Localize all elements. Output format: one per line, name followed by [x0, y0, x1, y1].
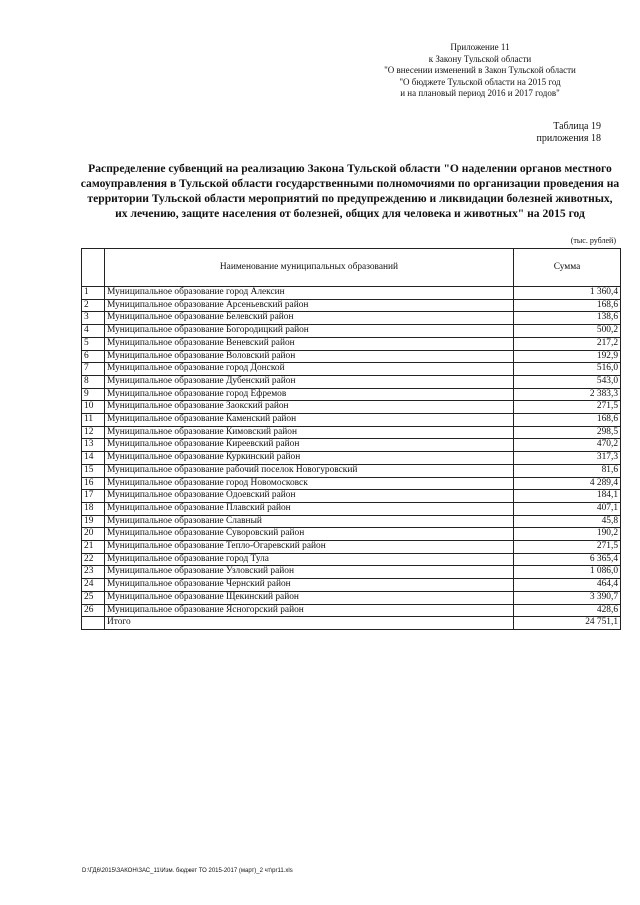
table-header-row	[82, 249, 621, 287]
table-row	[82, 528, 621, 541]
table-row	[82, 553, 621, 566]
row-name: Муниципальное образование Киреевский район	[105, 439, 514, 452]
row-number: 1	[82, 287, 105, 300]
row-sum: 1 360,4	[514, 287, 621, 300]
table-row	[82, 541, 621, 554]
table-ref-line: Таблица 19	[553, 121, 601, 132]
total-sum: 24 751,1	[514, 617, 621, 630]
table-row	[82, 452, 621, 465]
table-row	[82, 401, 621, 414]
table-row	[82, 350, 621, 363]
table-row	[82, 337, 621, 350]
row-name: Муниципальное образование Куркинский район	[105, 452, 514, 465]
row-number: 9	[82, 388, 105, 401]
table-row	[82, 579, 621, 592]
row-number: 8	[82, 375, 105, 388]
row-sum: 500,2	[514, 325, 621, 338]
row-name: Муниципальное образование Щекинский район	[105, 591, 514, 604]
table-row	[82, 566, 621, 579]
row-name: Муниципальное образование Узловский район	[105, 566, 514, 579]
row-sum: 317,3	[514, 452, 621, 465]
appendix-note	[360, 42, 600, 100]
row-number: 17	[82, 490, 105, 503]
appendix-line: "О внесении изменений в Закон Тульской области	[384, 65, 576, 75]
row-number: 7	[82, 363, 105, 376]
row-name: Муниципальное образование город Ефремов	[105, 388, 514, 401]
table-row	[82, 375, 621, 388]
row-name: Муниципальное образование Плавский район	[105, 502, 514, 515]
table-row	[82, 439, 621, 452]
row-sum: 184,1	[514, 490, 621, 503]
row-sum: 298,5	[514, 426, 621, 439]
row-name: Муниципальное образование Воловский район	[105, 350, 514, 363]
table-row	[82, 299, 621, 312]
row-number: 5	[82, 337, 105, 350]
row-name: Муниципальное образование Тепло-Огаревский район	[105, 541, 514, 554]
row-number: 6	[82, 350, 105, 363]
table-row	[82, 490, 621, 503]
row-number: 16	[82, 477, 105, 490]
subsidy-table	[81, 248, 621, 630]
table-row	[82, 515, 621, 528]
row-sum: 192,9	[514, 350, 621, 363]
table-row	[82, 325, 621, 338]
row-name: Муниципальное образование Заокский район	[105, 401, 514, 414]
row-sum: 516,0	[514, 363, 621, 376]
row-sum: 138,6	[514, 312, 621, 325]
row-sum: 470,2	[514, 439, 621, 452]
row-name: Муниципальное образование Арсеньевский район	[105, 299, 514, 312]
table-row	[82, 477, 621, 490]
appendix-line: "О бюджете Тульской области на 2015 год	[399, 76, 561, 87]
row-number: 18	[82, 502, 105, 515]
row-name: Муниципальное образование Ясногорский район	[105, 604, 514, 617]
header-sum: Сумма	[514, 249, 621, 287]
row-number: 3	[82, 312, 105, 325]
total-row	[82, 617, 621, 630]
header-number	[82, 249, 105, 287]
row-name: Муниципальное образование город Донской	[105, 363, 514, 376]
appendix-line: Приложение 11	[450, 42, 510, 52]
document-title: Распределение субвенций на реализацию Закона Тульской области "О наделении органов местного самоуправления в Тульской области государственными полномочиями по организации проведения на территории Тульской области мероприятий по предупреждению и ликвидации болезней животных, их лечению, защите населения от болезней, общих для человека и животных" на 2015 год	[80, 162, 620, 220]
appendix-line: к Закону Тульской области	[428, 53, 532, 64]
row-sum: 3 390,7	[514, 591, 621, 604]
table-row	[82, 604, 621, 617]
appendix-line: и на плановый период 2016 и 2017 годов"	[400, 88, 560, 98]
row-number: 26	[82, 604, 105, 617]
row-number: 15	[82, 464, 105, 477]
row-sum: 81,6	[514, 464, 621, 477]
row-sum: 168,6	[514, 414, 621, 427]
row-name: Муниципальное образование город Новомосковск	[105, 477, 514, 490]
row-name: Муниципальное образование город Алексин	[105, 287, 514, 300]
row-number: 23	[82, 566, 105, 579]
table-ref-line: приложения 18	[536, 133, 601, 144]
row-name: Муниципальное образование город Тула	[105, 553, 514, 566]
row-name: Муниципальное образование Одоевский район	[105, 490, 514, 503]
table-body	[82, 287, 621, 617]
table-row	[82, 312, 621, 325]
row-sum: 1 086,0	[514, 566, 621, 579]
file-path-footer: D:\ГД6\2015\ЗАКОН\ЗАС_11\Изм. бюджет ТО 2015-2017 (март)_2 чт\pr11.xls	[82, 868, 293, 874]
row-name: Муниципальное образование Дубенский район	[105, 375, 514, 388]
row-sum: 543,0	[514, 375, 621, 388]
row-number: 10	[82, 401, 105, 414]
units-label: (тыс. рублей)	[570, 236, 616, 245]
table-row	[82, 414, 621, 427]
table-reference	[486, 121, 601, 145]
row-name: Муниципальное образование Кимовский район	[105, 426, 514, 439]
row-name: Муниципальное образование Белевский район	[105, 312, 514, 325]
table-row	[82, 363, 621, 376]
row-number: 4	[82, 325, 105, 338]
row-sum: 4 289,4	[514, 477, 621, 490]
total-number-cell	[82, 617, 105, 630]
total-label: Итого	[105, 617, 514, 630]
row-number: 11	[82, 414, 105, 427]
row-number: 22	[82, 553, 105, 566]
row-number: 20	[82, 528, 105, 541]
row-name: Муниципальное образование Суворовский район	[105, 528, 514, 541]
row-sum: 464,4	[514, 579, 621, 592]
row-name: Муниципальное образование Чернский район	[105, 579, 514, 592]
row-sum: 271,5	[514, 401, 621, 414]
table-row	[82, 287, 621, 300]
table-row	[82, 426, 621, 439]
row-name: Муниципальное образование Каменский район	[105, 414, 514, 427]
row-sum: 6 365,4	[514, 553, 621, 566]
row-name: Муниципальное образование рабочий поселок Новогуровский	[105, 464, 514, 477]
table-row	[82, 591, 621, 604]
row-sum: 271,5	[514, 541, 621, 554]
row-sum: 190,2	[514, 528, 621, 541]
header-name: Наименование муниципальных образований	[105, 249, 514, 287]
row-sum: 407,1	[514, 502, 621, 515]
row-number: 21	[82, 541, 105, 554]
row-name: Муниципальное образование Славный	[105, 515, 514, 528]
row-number: 12	[82, 426, 105, 439]
row-number: 13	[82, 439, 105, 452]
row-number: 19	[82, 515, 105, 528]
row-sum: 45,8	[514, 515, 621, 528]
row-sum: 2 383,3	[514, 388, 621, 401]
row-number: 25	[82, 591, 105, 604]
row-sum: 168,6	[514, 299, 621, 312]
row-name: Муниципальное образование Веневский район	[105, 337, 514, 350]
row-number: 24	[82, 579, 105, 592]
table-row	[82, 388, 621, 401]
row-name: Муниципальное образование Богородицкий район	[105, 325, 514, 338]
row-number: 2	[82, 299, 105, 312]
table-row	[82, 502, 621, 515]
row-sum: 428,6	[514, 604, 621, 617]
row-number: 14	[82, 452, 105, 465]
table-row	[82, 464, 621, 477]
row-sum: 217,2	[514, 337, 621, 350]
